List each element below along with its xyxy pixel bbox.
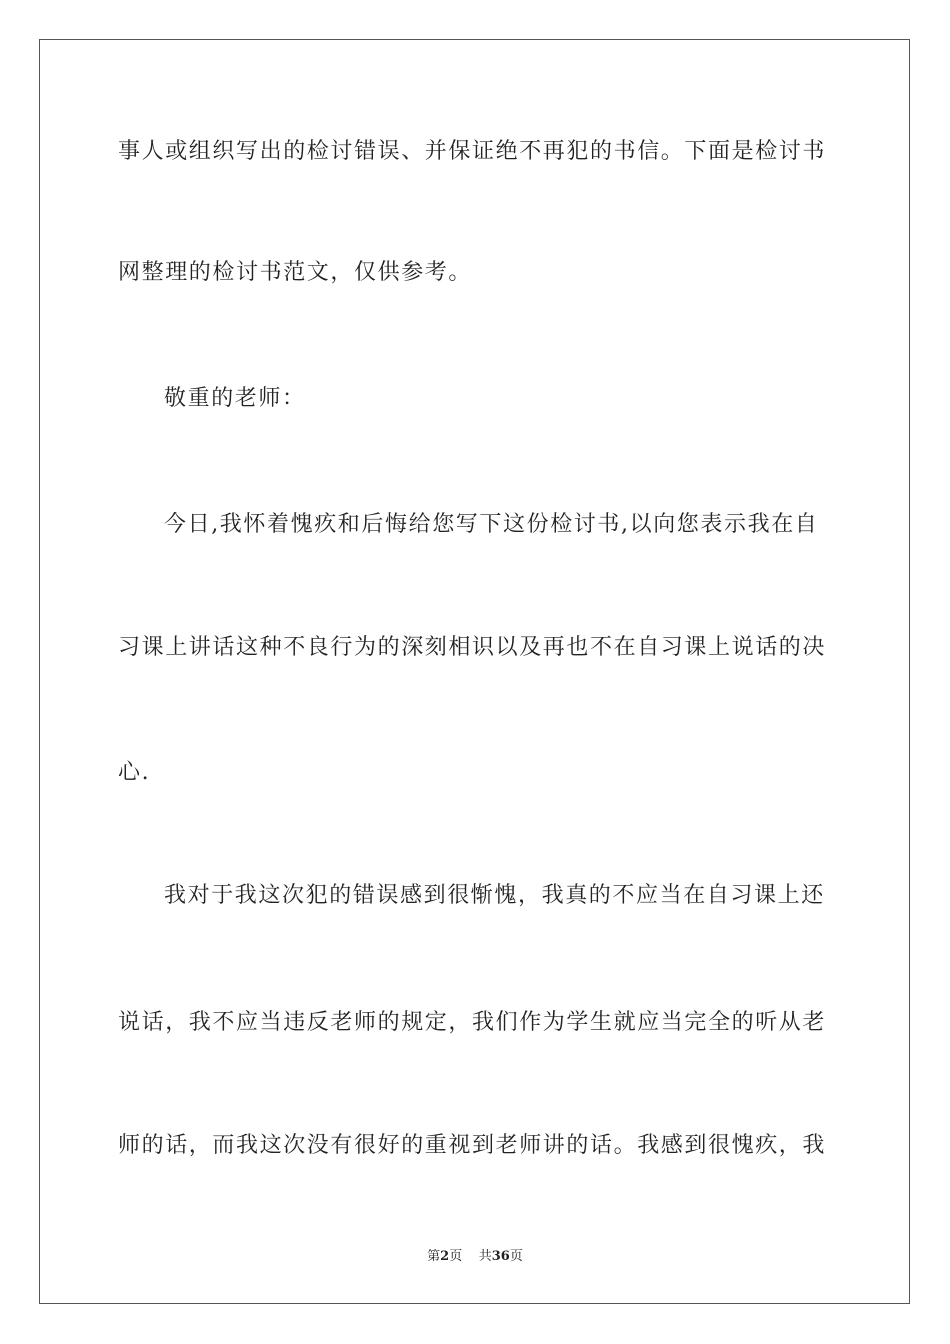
page-border [39,39,910,1304]
total-pages: 36 [491,1249,510,1264]
page-suffix: 页 [449,1249,463,1264]
body-line-4: 今日,我怀着愧疚和后悔给您写下这份检讨书,以向您表示我在自 [164,512,819,537]
body-line-8: 说话，我不应当违反老师的规定，我们作为学生就应当完全的听从老 [118,1010,827,1035]
body-line-9: 师的话，而我这次没有很好的重视到老师讲的话。我感到很愧疚，我 [118,1133,827,1158]
total-prefix: 共 [478,1249,492,1264]
salutation: 敬重的老师： [164,386,306,411]
body-line-2: 网整理的检讨书范文，仅供参考。 [118,260,473,285]
body-line-5: 习课上讲话这种不良行为的深刻相识以及再也不在自习课上说话的决 [118,635,827,660]
body-line-6: 心. [118,760,151,785]
page-footer [0,1248,950,1266]
body-line-1: 事人或组织写出的检讨错误、并保证绝不再犯的书信。下面是检讨书 [118,139,827,164]
page-prefix: 第 [427,1249,441,1264]
total-suffix: 页 [509,1249,523,1264]
body-line-7: 我对于我这次犯的错误感到很惭愧，我真的不应当在自习课上还 [164,883,825,908]
page-number: 2 [440,1249,450,1264]
